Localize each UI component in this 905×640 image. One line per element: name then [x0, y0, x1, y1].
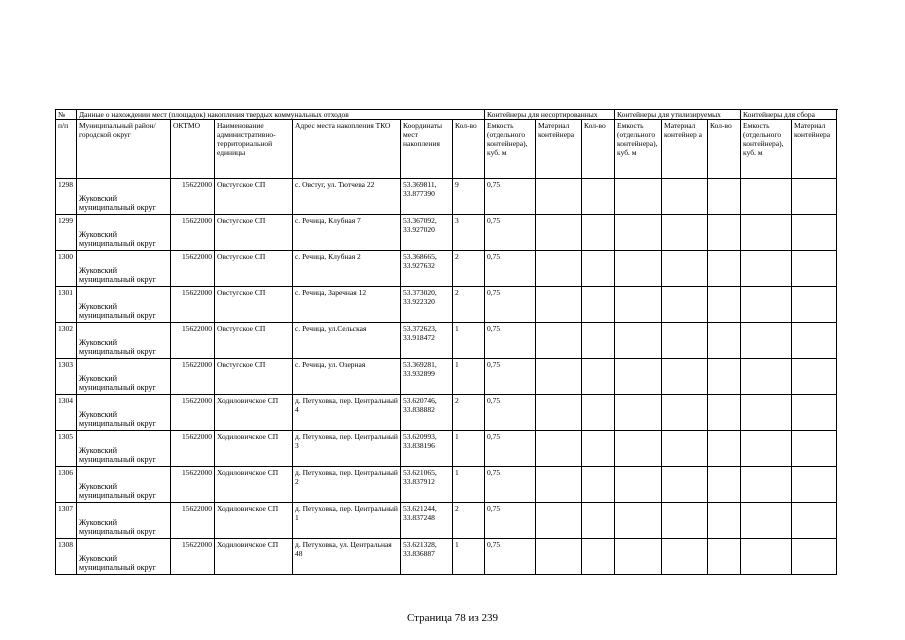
row-coords: 53.620746, 33.838882	[401, 395, 453, 431]
row-count-unsorted: 3	[453, 215, 485, 251]
header-group-unsorted: Контейнеры для несортированных	[485, 110, 615, 120]
row-material-collect	[792, 287, 837, 323]
row-count-recycled	[582, 503, 615, 539]
row-count-unsorted: 9	[453, 179, 485, 215]
row-material-recycled	[662, 323, 708, 359]
header-group-collect: Контейнеры для сбора	[741, 110, 837, 120]
header-count-unsorted: Кол-во	[453, 120, 485, 179]
row-oktmo: 15622000	[171, 215, 215, 251]
row-coords: 53.369281, 33.932899	[401, 359, 453, 395]
row-number: 1302	[56, 323, 77, 359]
row-capacity-collect	[741, 395, 792, 431]
row-material-collect	[792, 539, 837, 575]
header-capacity-unsorted: Емкость (отдельного контейнера), куб. м	[485, 120, 536, 179]
row-material-unsorted	[536, 359, 582, 395]
row-district: Жуковский муниципальный округ	[77, 503, 171, 539]
row-capacity-unsorted: 0,75	[485, 467, 536, 503]
row-number: 1306	[56, 467, 77, 503]
row-number: 1307	[56, 503, 77, 539]
table-body	[56, 179, 837, 575]
row-material-unsorted	[536, 323, 582, 359]
row-coords: 53.369811, 33.877390	[401, 179, 453, 215]
row-admin-unit: Овстугское СП	[215, 287, 293, 323]
row-address: с. Речица, ул. Озерная	[293, 359, 401, 395]
row-address: д. Петуховка, пер. Центральный 4	[293, 395, 401, 431]
row-material-recycled	[662, 539, 708, 575]
header-district: Муниципальный район/городской округ	[77, 120, 171, 179]
row-capacity-recycled	[615, 395, 662, 431]
table-row	[56, 251, 837, 287]
row-capacity-recycled	[615, 503, 662, 539]
row-number: 1298	[56, 179, 77, 215]
row-admin-unit: Овстугское СП	[215, 359, 293, 395]
row-capacity-unsorted: 0,75	[485, 251, 536, 287]
row-count-unsorted: 1	[453, 323, 485, 359]
row-capacity-collect	[741, 467, 792, 503]
header-count-recycled: Кол-во	[582, 120, 615, 179]
row-district: Жуковский муниципальный округ	[77, 539, 171, 575]
header-material-unsorted: Материал контейнера	[536, 120, 582, 179]
row-count-unsorted: 1	[453, 359, 485, 395]
row-material-collect	[792, 359, 837, 395]
header-oktmo: ОКТМО	[171, 120, 215, 179]
row-capacity-unsorted: 0,75	[485, 431, 536, 467]
row-district: Жуковский муниципальный округ	[77, 395, 171, 431]
table-header	[56, 110, 837, 179]
row-count-recycled	[582, 359, 615, 395]
row-number: 1305	[56, 431, 77, 467]
header-address: Адрес места накопления ТКО	[293, 120, 401, 179]
row-material-collect	[792, 323, 837, 359]
row-district: Жуковский муниципальный округ	[77, 431, 171, 467]
row-material-unsorted	[536, 539, 582, 575]
table-row	[56, 503, 837, 539]
row-capacity-collect	[741, 179, 792, 215]
row-material-recycled	[662, 503, 708, 539]
row-number: 1301	[56, 287, 77, 323]
table-row	[56, 539, 837, 575]
table-row	[56, 431, 837, 467]
header-admin-unit: Наименование административно-территориальной единицы	[215, 120, 293, 179]
row-count-recycled	[582, 395, 615, 431]
row-admin-unit: Овстугское СП	[215, 323, 293, 359]
row-material-unsorted	[536, 287, 582, 323]
table-row	[56, 467, 837, 503]
row-coords: 53.367092, 33.927020	[401, 215, 453, 251]
row-coords: 53.620993, 33.838196	[401, 431, 453, 467]
row-capacity-collect	[741, 323, 792, 359]
row-count-unsorted: 1	[453, 539, 485, 575]
row-oktmo: 15622000	[171, 287, 215, 323]
row-capacity-unsorted: 0,75	[485, 395, 536, 431]
row-count-unsorted: 1	[453, 467, 485, 503]
row-material-recycled	[662, 395, 708, 431]
row-capacity-recycled	[615, 359, 662, 395]
row-count-recycled	[582, 539, 615, 575]
row-material-unsorted	[536, 467, 582, 503]
row-admin-unit: Ходиловичское СП	[215, 395, 293, 431]
row-material-collect	[792, 395, 837, 431]
row-material-recycled	[662, 467, 708, 503]
header-num: №	[56, 110, 77, 120]
row-capacity-recycled	[615, 251, 662, 287]
row-count-collect	[708, 179, 741, 215]
row-count-recycled	[582, 287, 615, 323]
row-capacity-recycled	[615, 467, 662, 503]
row-count-collect	[708, 251, 741, 287]
row-address: с. Овстуг, ул. Тютчева 22	[293, 179, 401, 215]
row-count-unsorted: 2	[453, 287, 485, 323]
table-row	[56, 179, 837, 215]
row-material-recycled	[662, 287, 708, 323]
header-subnum: п/п	[56, 120, 77, 179]
row-material-collect	[792, 431, 837, 467]
row-capacity-recycled	[615, 179, 662, 215]
page-number: Страница 78 из 239	[406, 612, 499, 624]
row-count-collect	[708, 395, 741, 431]
row-address: д. Петуховка, пер. Центральный 3	[293, 431, 401, 467]
row-capacity-collect	[741, 287, 792, 323]
header-capacity-recycled: Емкость (отдельного контейнера), куб. м	[615, 120, 662, 179]
row-capacity-unsorted: 0,75	[485, 359, 536, 395]
row-district: Жуковский муниципальный округ	[77, 287, 171, 323]
row-capacity-unsorted: 0,75	[485, 503, 536, 539]
header-group-location: Данные о нахождении мест (площадок) накопления твердых коммунальных отходов	[77, 110, 485, 120]
row-capacity-unsorted: 0,75	[485, 215, 536, 251]
row-coords: 53.621065, 33.837912	[401, 467, 453, 503]
row-count-unsorted: 2	[453, 251, 485, 287]
row-material-recycled	[662, 251, 708, 287]
row-capacity-unsorted: 0,75	[485, 179, 536, 215]
row-address: с. Речица, Клубная 7	[293, 215, 401, 251]
row-material-unsorted	[536, 215, 582, 251]
row-number: 1308	[56, 539, 77, 575]
row-capacity-unsorted: 0,75	[485, 539, 536, 575]
row-material-unsorted	[536, 251, 582, 287]
row-capacity-unsorted: 0,75	[485, 287, 536, 323]
row-count-collect	[708, 503, 741, 539]
row-coords: 53.372623, 33.918472	[401, 323, 453, 359]
row-admin-unit: Овстугское СП	[215, 251, 293, 287]
row-capacity-collect	[741, 251, 792, 287]
row-oktmo: 15622000	[171, 251, 215, 287]
row-count-collect	[708, 467, 741, 503]
row-material-unsorted	[536, 179, 582, 215]
table-row	[56, 395, 837, 431]
header-material-recycled: Материал контейнер а	[662, 120, 708, 179]
header-coords: Координаты мест накопления	[401, 120, 453, 179]
row-admin-unit: Ходиловичское СП	[215, 539, 293, 575]
row-capacity-unsorted: 0,75	[485, 323, 536, 359]
row-oktmo: 15622000	[171, 323, 215, 359]
row-material-unsorted	[536, 395, 582, 431]
row-capacity-collect	[741, 539, 792, 575]
row-oktmo: 15622000	[171, 359, 215, 395]
row-coords: 53.621244, 33.837248	[401, 503, 453, 539]
row-material-unsorted	[536, 503, 582, 539]
row-count-unsorted: 2	[453, 395, 485, 431]
row-capacity-collect	[741, 503, 792, 539]
row-material-unsorted	[536, 431, 582, 467]
table-row	[56, 287, 837, 323]
row-address: д. Петуховка, пер. Центральный 1	[293, 503, 401, 539]
row-number: 1300	[56, 251, 77, 287]
row-count-collect	[708, 215, 741, 251]
row-material-collect	[792, 251, 837, 287]
row-admin-unit: Ходиловичское СП	[215, 431, 293, 467]
row-count-recycled	[582, 251, 615, 287]
row-count-recycled	[582, 323, 615, 359]
row-coords: 53.368665, 33.927632	[401, 251, 453, 287]
row-oktmo: 15622000	[171, 539, 215, 575]
row-district: Жуковский муниципальный округ	[77, 251, 171, 287]
row-capacity-recycled	[615, 431, 662, 467]
header-group-recycled: Контейнеры для утилизируемых	[615, 110, 741, 120]
row-count-collect	[708, 431, 741, 467]
row-number: 1303	[56, 359, 77, 395]
row-count-collect	[708, 287, 741, 323]
waste-sites-table	[55, 109, 837, 575]
row-address: д. Петуховка, ул. Центральная 48	[293, 539, 401, 575]
row-admin-unit: Ходиловичское СП	[215, 503, 293, 539]
row-material-collect	[792, 467, 837, 503]
row-material-collect	[792, 503, 837, 539]
row-district: Жуковский муниципальный округ	[77, 467, 171, 503]
row-admin-unit: Ходиловичское СП	[215, 467, 293, 503]
row-capacity-collect	[741, 431, 792, 467]
row-material-collect	[792, 215, 837, 251]
row-capacity-recycled	[615, 539, 662, 575]
row-oktmo: 15622000	[171, 503, 215, 539]
row-material-recycled	[662, 431, 708, 467]
row-district: Жуковский муниципальный округ	[77, 215, 171, 251]
row-count-collect	[708, 323, 741, 359]
header-capacity-collect: Емкость (отдельного контейнера), куб. м	[741, 120, 792, 179]
row-capacity-collect	[741, 359, 792, 395]
row-oktmo: 15622000	[171, 395, 215, 431]
row-number: 1304	[56, 395, 77, 431]
row-oktmo: 15622000	[171, 467, 215, 503]
row-oktmo: 15622000	[171, 431, 215, 467]
row-coords: 53.621328, 33.836887	[401, 539, 453, 575]
row-address: д. Петуховка, пер. Центральный 2	[293, 467, 401, 503]
row-address: с. Речица, ул.Сельская	[293, 323, 401, 359]
row-district: Жуковский муниципальный округ	[77, 323, 171, 359]
row-material-recycled	[662, 359, 708, 395]
row-material-recycled	[662, 179, 708, 215]
row-count-unsorted: 2	[453, 503, 485, 539]
row-oktmo: 15622000	[171, 179, 215, 215]
table-row	[56, 323, 837, 359]
row-district: Жуковский муниципальный округ	[77, 179, 171, 215]
header-count-collect: Кол-во	[708, 120, 741, 179]
row-material-collect	[792, 179, 837, 215]
row-coords: 53.373020, 33.922320	[401, 287, 453, 323]
header-material-collect: Материал контейнера	[792, 120, 837, 179]
table-row	[56, 215, 837, 251]
row-count-collect	[708, 359, 741, 395]
row-capacity-collect	[741, 215, 792, 251]
row-admin-unit: Овстугское СП	[215, 215, 293, 251]
row-count-collect	[708, 539, 741, 575]
row-count-unsorted: 1	[453, 431, 485, 467]
row-admin-unit: Овстугское СП	[215, 179, 293, 215]
row-count-recycled	[582, 179, 615, 215]
row-count-recycled	[582, 467, 615, 503]
row-number: 1299	[56, 215, 77, 251]
row-address: с. Речица, Клубная 2	[293, 251, 401, 287]
row-district: Жуковский муниципальный округ	[77, 359, 171, 395]
row-count-recycled	[582, 215, 615, 251]
row-capacity-recycled	[615, 287, 662, 323]
row-capacity-recycled	[615, 215, 662, 251]
row-address: с. Речица, Заречная 12	[293, 287, 401, 323]
row-material-recycled	[662, 215, 708, 251]
table-row	[56, 359, 837, 395]
row-count-recycled	[582, 431, 615, 467]
row-capacity-recycled	[615, 323, 662, 359]
